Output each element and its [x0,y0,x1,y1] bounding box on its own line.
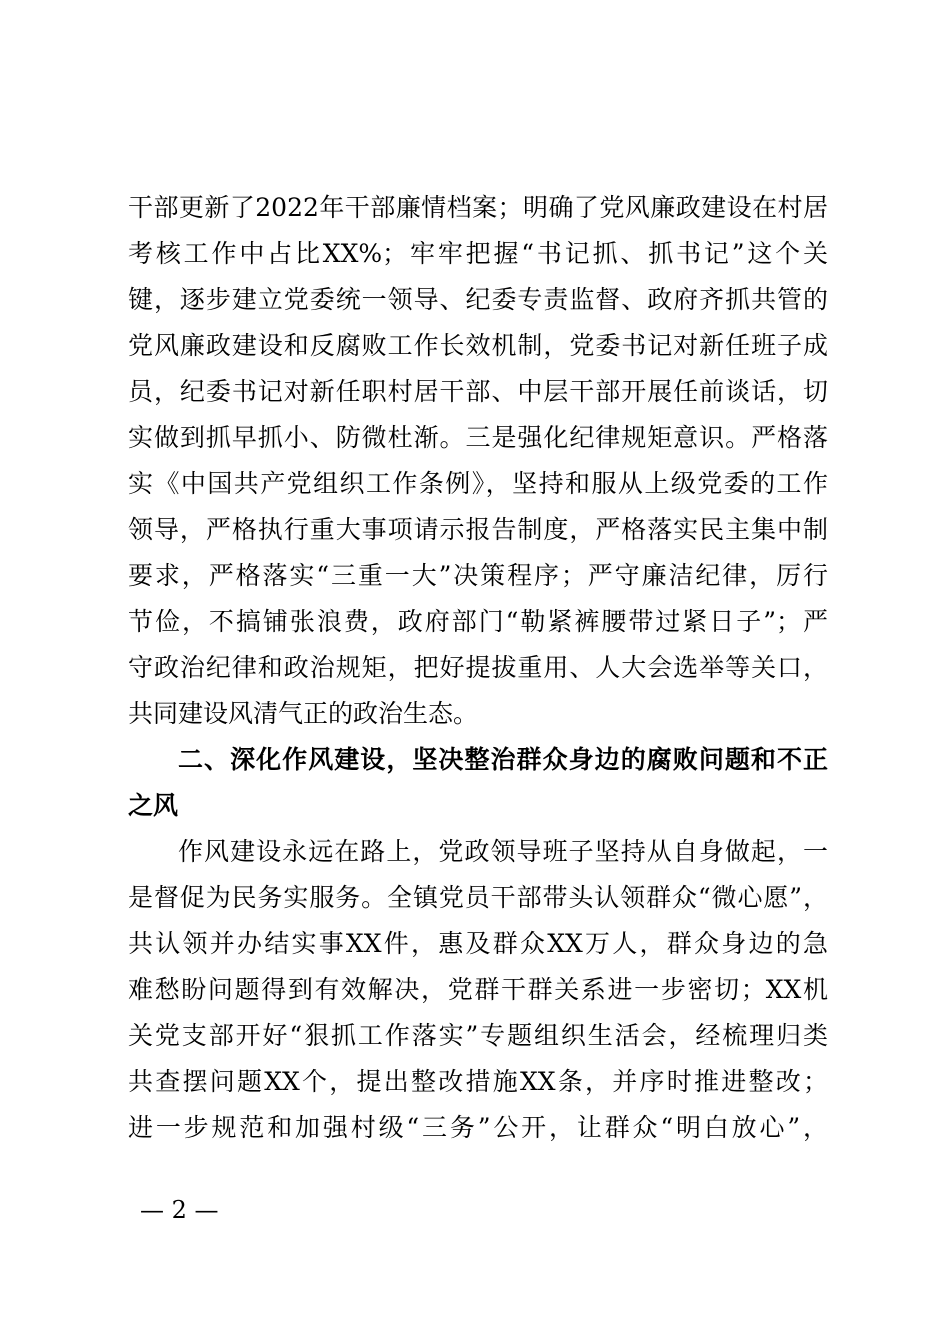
body-text-line: 节俭，不搞铺张浪费，政府部门“勒紧裤腰带过紧日子”；严 [128,607,828,636]
body-text-line: 员，纪委书记对新任职村居干部、中层干部开展任前谈话，切 [128,377,828,406]
body-text-line: 是督促为民务实服务。全镇党员干部带头认领群众“微心愿”， [128,883,828,912]
body-text-line: 作风建设永远在路上，党政领导班子坚持从自身做起，一 [178,837,828,866]
body-text-line: 党风廉政建设和反腐败工作长效机制，党委书记对新任班子成 [128,331,828,360]
body-text-line: 共同建设风清气正的政治生态。 [128,699,479,728]
page-number: — 2 — [140,1196,219,1224]
body-text-line: 实《中国共产党组织工作条例》，坚持和服从上级党委的工作 [128,469,828,498]
body-text-line: 实做到抓早抓小、防微杜渐。三是强化纪律规矩意识。严格落 [128,423,828,452]
body-text-line: 键，逐步建立党委统一领导、纪委专责监督、政府齐抓共管的 [128,285,828,314]
body-text-line: 干部更新了2022年干部廉情档案；明确了党风廉政建设在村居 [128,193,828,222]
body-text-line: 守政治纪律和政治规矩，把好提拔重用、人大会选举等关口， [128,653,828,682]
body-text-line: 共查摆问题XX个，提出整改措施XX条，并序时推进整改； [128,1067,828,1096]
body-text-line: 要求，严格落实“三重一大”决策程序；严守廉洁纪律，厉行 [128,561,828,590]
body-text-line: 共认领并办结实事XX件，惠及群众XX万人，群众身边的急 [128,929,828,958]
section-heading-line: 二、深化作风建设，坚决整治群众身边的腐败问题和不正 [178,745,828,774]
body-text-line: 进一步规范和加强村级“三务”公开，让群众“明白放心”， [128,1113,828,1142]
body-text-line: 难愁盼问题得到有效解决，党群干群关系进一步密切；XX机 [128,975,828,1004]
body-text-line: 领导，严格执行重大事项请示报告制度，严格落实民主集中制 [128,515,828,544]
section-heading-line: 之风 [128,791,179,820]
body-text-line: 考核工作中占比XX%；牢牢把握“书记抓、抓书记”这个关 [128,239,828,268]
body-text-line: 关党支部开好“狠抓工作落实”专题组织生活会，经梳理归类 [128,1021,828,1050]
